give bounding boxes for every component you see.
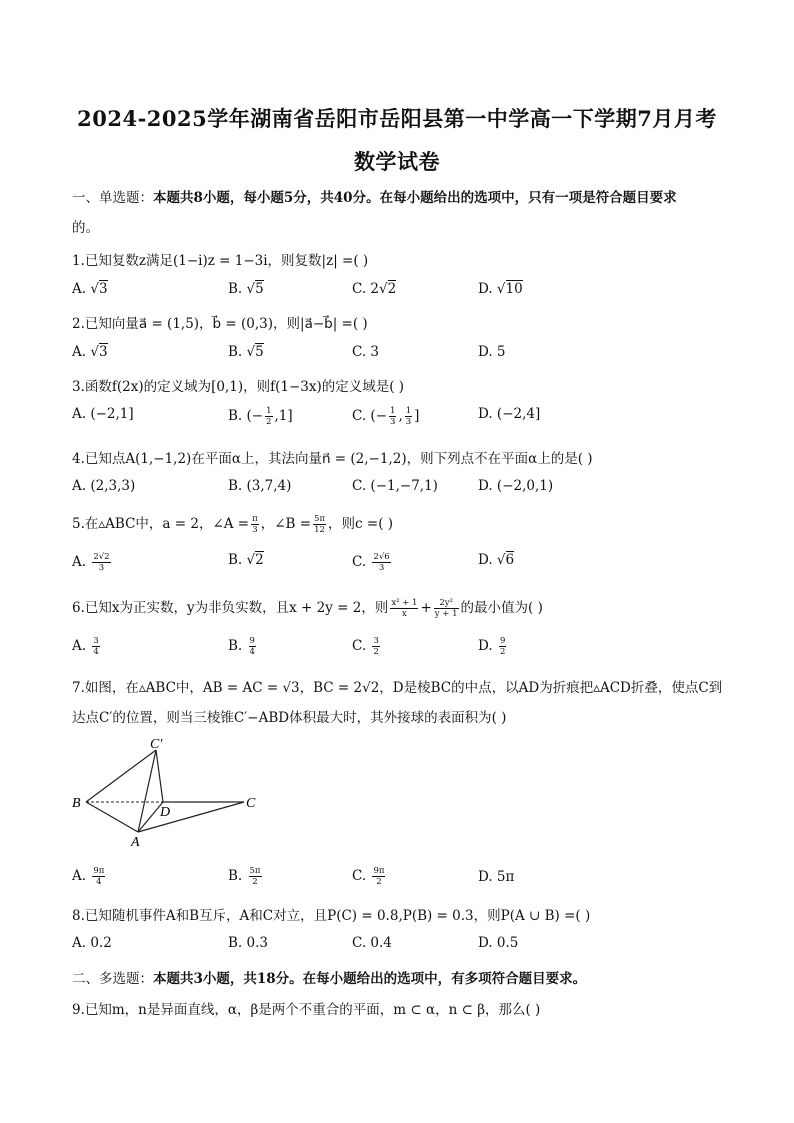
option-a: A. 0.2 [72,935,112,951]
option-c: C. 3 [352,344,380,360]
section1-header [72,186,677,206]
option-d: D. 5 [478,344,506,360]
label-d: D [160,805,171,820]
exam-title: 2024-2025学年湖南省岳阳市岳阳县第一中学高一下学期7月月考 [77,106,717,131]
question-6-stem: 6.已知x为正实数，y为非负实数，且x + 2y = 2，则 $\frac{\text{x² + 1}}{x}$ + $\frac{\text{2y²}}{y + 1}$ 的最小值为( ) [72,598,543,619]
section1-heading: 一、单选题： [72,190,153,206]
section1-desc: 本题共8小题，每小题5分，共40分。在每小题给出的选项中，只有一项是符合题目要求 [153,190,677,206]
option-c: C. (− $\frac{1}{3}$ , $\frac{1}{3}$ ] [352,406,420,427]
option-b: B. √5 [228,344,264,360]
option-d: D. √6 [478,552,515,568]
option-b: B. (− $\frac{1}{2}$ ,1] [228,406,293,427]
section2-desc: 本题共3小题，共18分。在每小题给出的选项中，有多项符合题目要求。 [153,971,587,987]
option-c: C. 2√2 [352,281,397,297]
option-d: D. √10 [478,281,523,297]
option-c: C. 0.4 [352,935,392,951]
option-a: A. (−2,1] [72,406,134,422]
question-9-stem: 9.已知m，n是异面直线，α，β是两个不重合的平面，m ⊂ α，n ⊂ β，那么( ) [72,1002,541,1018]
tetrahedron-figure [68,734,278,849]
edge-ac [138,802,244,832]
option-b: B. √2 [228,552,264,568]
edge-cpa [138,750,156,832]
option-d: D. 5π [478,869,515,885]
option-b: B. 0.3 [228,935,268,951]
exam-subtitle: 数学试卷 [354,149,440,174]
option-c: C. $\frac{3}{2}$ [352,636,379,657]
label-cprime: C′ [150,737,163,752]
option-a: A. √3 [72,344,108,360]
edge-bcp [86,750,156,802]
question-2-stem: 2.已知向量a⃗ = (1,5)，b⃗ = (0,3)，则|a⃗−b⃗| =( ) [72,316,368,332]
edge-cpd [156,750,163,802]
option-b: B. $\frac{5\pi}{2}$ [228,866,261,887]
option-a: A. $\frac{9\pi}{4}$ [72,866,105,887]
option-a: A. √3 [72,281,108,297]
option-a: A. $\frac{2√2}{3}$ [72,552,110,573]
option-a: A. (2,3,3) [72,478,136,494]
edge-ba [86,802,138,832]
question-3-stem: 3.函数f(2x)的定义域为[0,1)，则f(1−3x)的定义域是( ) [72,379,405,395]
section1-desc-cont: 的。 [72,220,99,236]
option-b: B. (3,7,4) [228,478,292,494]
option-c: C. (−1,−7,1) [352,478,438,494]
option-c: C. $\frac{2√6}{3}$ [352,552,390,573]
question-7-line2: 达点C′的位置，则当三棱锥C′−ABD体积最大时，其外接球的表面积为( ) [72,710,507,726]
option-c: C. $\frac{9\pi}{2}$ [352,866,385,887]
section2-header [72,967,586,987]
option-d: D. 0.5 [478,935,519,951]
option-d: D. $\frac{9}{2}$ [478,636,506,657]
label-b: B [72,796,81,811]
question-7-line1: 7.如图，在▵ABC中，AB = AC = √3，BC = 2√2，D是棱BC的中点，以AD为折痕把▵ACD折叠，使点C到 [72,680,723,696]
question-5-stem: 5.在▵ABC中，a = 2，∠A = $\frac{\pi}{3}$ ，∠B = $\frac{5\pi}{12}$ ，则c =( ) [72,514,394,535]
section2-heading: 二、多选题： [72,971,153,987]
question-4-stem: 4.已知点A(1,−1,2)在平面α上，其法向量n⃗ = (2,−1,2)，则下列点不在平面α上的是( ) [72,451,593,467]
option-b: B. √5 [228,281,264,297]
option-b: B. $\frac{9}{4}$ [228,636,255,657]
option-d: D. (−2,0,1) [478,478,554,494]
label-c: C [246,796,256,811]
question-1-stem: 1.已知复数z满足(1−i)z = 1−3i，则复数|z| =( ) [72,253,369,269]
option-a: A. $\frac{3}{4}$ [72,636,99,657]
label-a: A [131,835,140,849]
question-8-stem: 8.已知随机事件A和B互斥，A和C对立，且P(C) = 0.8,P(B) = 0.3，则P(A ∪ B) =( ) [72,908,591,924]
option-d: D. (−2,4] [478,406,541,422]
